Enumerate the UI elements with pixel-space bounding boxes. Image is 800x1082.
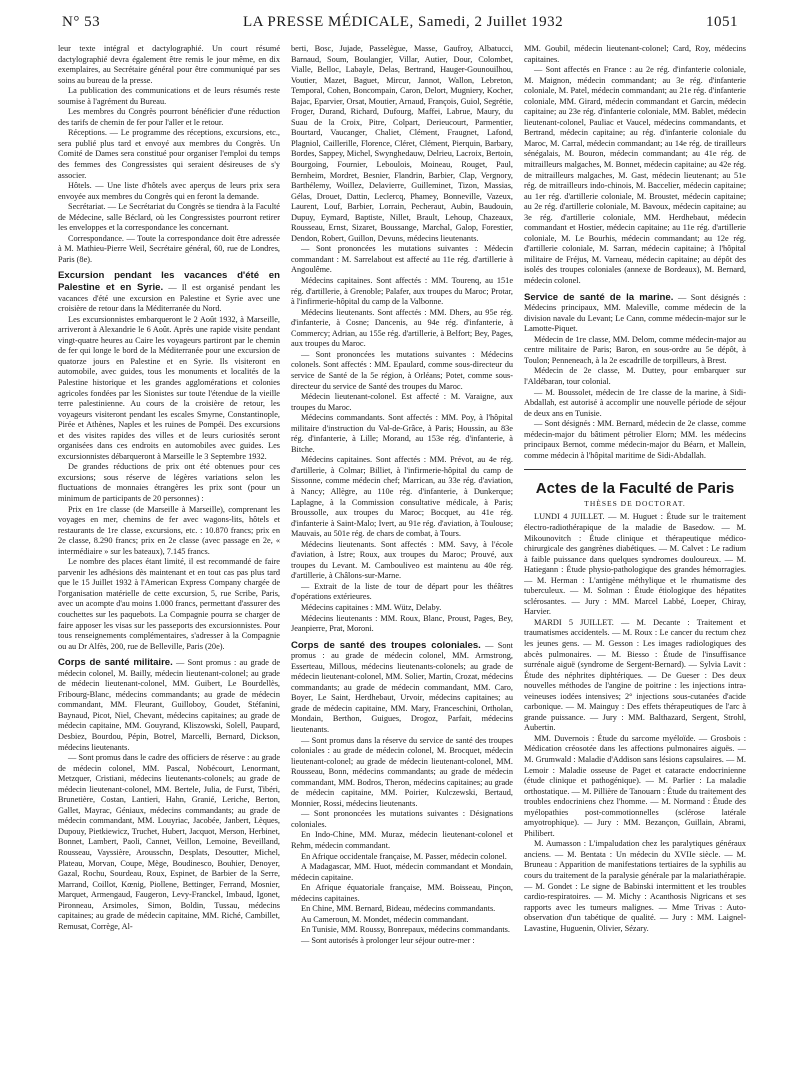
section-heading: Corps de santé militaire.: [58, 657, 173, 669]
paragraph: — Sont prononcées les mutations suivantes : Médecins colonels. Sont affectés : MM. Epaulard, comme sous-directeur du service de Santé de la 5e région, à Orléans; Potet, comme sous-directeur du service de Santé des troupes du Maroc.: [291, 349, 513, 391]
section-heading: Corps de santé des troupes coloniales.: [291, 639, 481, 651]
paragraph: Correspondance. — Toute la correspondance doit être adressée à M. Mathieu-Pierre Weil, Secrétaire général, 60, rue de Londres, Paris (8e).: [58, 233, 280, 264]
paragraph: LUNDI 4 JUILLET. — M. Huguet : Étude sur le traitement électro-radiothérapique de la maladie de Basedow. — M. Mikounovitch : Étude clinique et thérapeutique médico-chirurgicale des gangrènes diabétiques. — M. Calvet : Le radium à faible puissance dans quelques syndromes douloureux. — M. Hatiegann : Étude physio-pathologique des grandes hémorragies. — M. Herman : L'antigène méthylique et le rhumatisme des tuberculeux. — M. Solman : Étude étiologique des hépatites sclérosantes. — Jury : MM. Marcel Labbé, Loeper, Chiray, Harvier.: [524, 512, 746, 617]
paragraph: Médecin lieutenant-colonel. Est affecté : M. Varaigne, aux troupes du Maroc.: [291, 392, 513, 412]
section-coloniales: [291, 640, 513, 736]
faculty-acts-title: Actes de la Faculté de Paris: [535, 480, 735, 498]
paragraph: En Indo-Chine, MM. Muraz, médecin lieutenant-colonel et Rehm, médecin commandant.: [291, 830, 513, 851]
paragraph: — Extrait de la liste de tour de départ pour les théâtres d'opérations extérieures.: [291, 581, 513, 602]
section-marine: [524, 292, 746, 335]
paragraph: Les excursionnistes embarqueront le 2 Août 1932, à Marseille, arriveront à Alexandrie le 6 Août. Après une rapide visite pendant vingt-quatre heures au Caire les voyageurs partiront par le chemin de fer qui longe le bord de la Méditerranée pour une excursion de quatorze jours en Palestine et en Syrie. Ils visiteront en automobile, avec guides, tous les monuments et localités de la Palestine historique et les grandes agglomérations et colonies agricoles fondées par les Sionistes sur toute l'étendue de la vieille terre palestinienne. Au cours de la croisière de retour, les voyageurs visiteront pendant les escales Smyrne, Constantinople, Pirée et Athènes, Naples et les ruines de Pompéi. Des excursions et des visites rapides des villes et de leurs curiosités seront organisées dans ces endroits en automobiles avec guides. Les excursionnistes débarqueront à Marseille le 3 Septembre 1932.: [58, 314, 280, 461]
section-lead: — Sont promus : au grade de médecin colonel, M. Bailly, médecin lieutenant-colonel; au grade de médecin lieutenant-colonel, MM. Guibert, Le Bourdellès, Fribourg-Blanc, médecins commandants; au grade de médecin commandant, MM. Fleurant, Guilloboy, Goudet, Stéfanini, Baynaud, Picot, Niel, Chevant, médecins capitaines; au grade de médecin capitaine, MM. Gouyrand, Kliszowski, Solell, Paupard, Desbiez, Bourdou, Pépin, Botrel, Marcelli, Bernard, Dickson, médecins lieutenants.: [58, 658, 280, 752]
paragraph: MM. Goubil, médecin lieutenant-colonel; Card, Roy, médecins capitaines.: [524, 44, 746, 64]
section-lead: — Il est organisé pendant les vacances d'été une excursion en Palestine et Syrie avec une croisière de retour dans la Méditerranée du Nord.: [58, 283, 280, 314]
paragraph: Médecins lieutenants. Sont affectés : MM. Savy, à l'école d'aviation, à Istre; Roux, aux troupes du Maroc; Prouvé, aux troupes du Levant. M. Cambouliveo est maintenu au 40e rég. d'artillerie, à Châlons-sur-Marne.: [291, 539, 513, 581]
section-corps-militaire: [58, 657, 280, 753]
paragraph: MARDI 5 JUILLET. — M. Decante : Traitement et traumatismes accidentels. — M. Roux : Le cancer du rectum chez les jeunes gens. — M. Gesson : Les images radiologiques des abcès pulmonaires. — M. Biesso : Étude de l'insuffisance surrénale aiguë (syndrome de Sergent-Bernard). — Sylvia Lavit : Étude des néphrites diphtériques. — De Gueser : Des deux nouvelles méthodes de l'angine de poitrine : les injections intra-veineuses iodées intensives; 2° injections sous-cutanées d'acide carbonique. — M. Mainguy : Des effets thérapeutiques de l'arc à grande puissance. — Jury : MM. Balthazard, Sergent, Strohl, Aubertin.: [524, 617, 746, 733]
article-columns: [58, 44, 748, 1074]
page-number: 1051: [706, 14, 738, 30]
paragraph: Médecins capitaines : MM. Wütz, Delaby.: [301, 602, 442, 612]
paragraph: — Sont autorisés à prolonger leur séjour outre-mer :: [301, 935, 475, 945]
section-lead: — Sont désignés : Médecins principaux, MM. Maleville, comme médecin de la division navale du Levant; Le Cann, comme médecin-major sur le Lamotte-Piquet.: [524, 292, 746, 334]
theses-subtitle: THÈSES DE DOCTORAT.: [584, 498, 686, 508]
paragraph: Hôtels. — Une liste d'hôtels avec aperçus de leurs prix sera envoyée aux membres du Congrès qui en feront la demande.: [58, 181, 280, 201]
divider: [524, 469, 746, 470]
paragraph: Réceptions. — Le programme des réceptions, excursions, etc., sera publié plus tard et envoyé aux membres du Congrès. Un Comité de Dames sera constitué pour organiser l'emploi du temps des femmes des Congressistes qui seraient désireuses de s'y associer.: [58, 128, 280, 180]
paragraph: — Sont prononcées les mutations suivantes : Désignations coloniales.: [291, 809, 513, 829]
paragraph: — Sont désignés : MM. Bernard, médecin de 2e classe, comme médecin-major du bâtiment pétrolier Elorn; MM. les médecins principaux Bernot, comme médecin-major du Béarn, et Mallein, comme médecin à l'hôpital maritime de Sidi-Abdallah.: [524, 419, 746, 460]
section-lead: — Sont promus : au grade de médecin colonel, MM. Armstrong, Esserteau, Millous, médecins lieutenants-colonels; au grade de médecin lieutenant-colonel, MM. Solier, Martin, Crozat, médecins commandants; au grade de médecin commandant, MM. Caro, Boyer, Le Saint, Herdhebaut, Urvoir, médecins capitaines; au grade de médecin capitaine, MM. Mary, Franceschini, Ortholan, Mondain, Berthon, Guigues, Drogoz, Parfait, médecins lieutenants.: [291, 640, 513, 734]
paragraph: La publication des communications et de leurs résumés reste soumise à l'agrément du Bureau.: [58, 86, 280, 106]
paragraph: — Sont prononcées les mutations suivantes : Médecin commandant : M. Sarrelabout est affecté au 11e rég. d'artillerie à Angoulême.: [291, 244, 513, 275]
paragraph: En Afrique équatoriale française, MM. Boisseau, Pinçon, médecins capitaines.: [291, 883, 513, 903]
paragraph: Médecins lieutenants : MM. Roux, Blanc, Proust, Pages, Bey, Jeanpierre, Prat, Moroni.: [291, 613, 513, 634]
paragraph: Les membres du Congrès pourront bénéficier d'une réduction des tarifs de chemin de fer pour l'aller et le retour.: [58, 107, 280, 127]
paragraph: Médecins commandants. Sont affectés : MM. Poy, à l'hôpital militaire d'instruction du Val-de-Grâce, à Paris; Houssin, au 83e rég. d'infanterie, à Lille; Morand, au 153e rég. d'infanterie, à Bitche.: [291, 413, 513, 454]
paragraph: — Sont affectés en France : au 2e rég. d'infanterie coloniale, M. Maignon, médecin commandant; au 3e rég. d'infanterie coloniale, M. Patel, médecin commandant; au 21e rég. d'infanterie coloniale, MM. Girard, médecin commandant et Garcin, médecin capitaine; au 23e rég. d'infanterie coloniale, MM. Bablet, médecin lieutenant-colonel, Pauliac et Vaucel, médecins commandants, et Bertrand, médecin capitaine; au rég. d'infanterie coloniale du Maroc, M. Carral, médecin commandant; au 14e rég. de tirailleurs sénégalais, M. Bouron, médecin commandant; au 41e rég. de mitrailleurs malgaches, M. Bonnet, médecin capitaine; au 42e rég. de mitrailleurs malgaches, M. Gast, médecin lieutenant; au 51e rég. de mitrailleurs indo-chinois, M. Baccelier, médecin capitaine; au 1er rég. d'artillerie coloniale, M. Broustet, médecin capitaine; au 2e rég. d'artillerie coloniale, M. Bavoux, médecin capitaine; au 3e rég. d'artillerie coloniale, MM. Herdhebaut, médecin commandant et Hostier, médecin capitaine; au 11e rég. d'artillerie coloniale, M. Le Bourhis, médecin commandant; au 12e rég. d'artillerie coloniale, M. Sarran, médecin capitaine; à l'hôpital militaire de Fréjus, M. Varneau, médecin capitaine; au dépôt des isolés des troupes coloniales (annexe de Bordeaux), M. Bernard, médecin colonel.: [524, 65, 746, 286]
paragraph: Le nombre des places étant limité, il est recommandé de faire parvenir les adhésions dès maintenant et en tout cas pas plus tard que le 15 Juillet 1932 à l'American Express Company chargée de l'organisation matérielle de cette excursion, 5, rue Scribe, Paris, avec un acompte d'au moins 1.000 francs, permettant d'assurer des couchettes sur les paquebots. La Compagnie pourra se charger de faire apposer les visas sur les passeports des excursionnistes. Pour tous renseignements complémentaires, s'adresser à la Compagnie ou au Dr Alfès, 200, rue de Belleville, Paris (20e).: [58, 557, 280, 651]
paragraph: A Madagascar, MM. Huot, médecin commandant et Mondain, médecin capitaine.: [291, 862, 513, 882]
paragraph: leur texte intégral et dactylographié. Un court résumé dactylographié devra également être remis le jour même, en dix exemplaires, au Secrétaire général pour être communiqué par ses soins au bureau de la presse.: [58, 44, 280, 85]
paragraph: Secrétariat. — Le Secrétariat du Congrès se tiendra à la Faculté de Médecine, salle Béclard, où les Congressistes pourront retirer les enveloppes et la correspondance les concernant.: [58, 202, 280, 233]
paragraph: MM. Duvernois : Étude du sarcome myéloïde. — Grosbois : Médication créosotée dans les affections pulmonaires aiguës. — M. Grumwald : Maladie d'Addison sans lésions capsulaires. — M. Lemoir : Maladie osseuse de Paget et cataracte endocrinienne (étude clinique et pathogénique). — M. Parlier : La maladie orthostatique. — M. Pillière de Tanouarn : Étude du traitement des troubles endocriniens chez l'homme. — M. Normand : Étude des myélopathies post-commotionnelles (sclérose latérale amyotrophique). — Jury : MM. Bezançon, Guillain, Abrami, Philibert.: [524, 733, 746, 838]
paragraph: Au Cameroun, M. Mondet, médecin commandant.: [301, 914, 469, 924]
paragraph: De grandes réductions de prix ont été obtenues pour ces excursions; sous réserve de légères variations selon les fluctuations de monnaies étrangères les prix sont (pour un minimum de participants de 20 personnes) :: [58, 462, 280, 503]
paragraph: — Sont promus dans le cadre des officiers de réserve : au grade de médecin colonel, MM. Pascal, Nobécourt, Lenormant, Metzquer, Cristiani, médecins lieutenants-colonels; au grade de médecin lieutenant-colonel, MM. Bertele, Julia, de Furst, Tibéri, Brunetière, Costan, Lantieri, Hahn, Granié, Leriche, Berton, Gallet, Mayrac, Géniaux, médecins commandants; au grade de médecin commandant, MM. Louyriac, Jacobée, Janbert, Lèques, Dupouy, Pietkiewicz, Truchet, Hubert, Jacquot, Merson, Herbinet, Bonnet, Lambert, Paoli, Cannet, Veillon, Lemoine, Beveilland, Rousseau, Vayssière, Arousschn, Desplats, Desoutter, Michel, Plateau, Morvan, Coupe, Mège, Boudinesco, Bouhier, Denoyer, Gazal, Rochu, Sourdeau, Roux, Espinet, de Barbier de la Serre, Marrand, Coillot, Kœnig, Piollene, Bettinger, Ferrand, Mosnier, Marquet, Armengaud, Faugeron, Levy-Franckel, Imbaud, Igonet, Pironneau, Arsimoles, Simon, Boldin, Tussau, médecins capitaines; au grade de médecin capitaine, MM. Riché, Cambillet, Remusat, Corrège, Al-: [58, 753, 280, 931]
paragraph: — M. Boussolet, médecin de 1re classe de la marine, à Sidi-Abdallah, est autorisé à accomplir une nouvelle période de séjour de deux ans en Tunisie.: [524, 387, 746, 418]
paragraph: Médecins lieutenants. Sont affectés : MM. Dhers, au 95e rég. d'infanterie, à Cosne; Dancenis, au 94e rég. d'infanterie, à Commercy; Adrian, au 155e rég. d'artillerie, à Belfort; Bey, Pages, aux troupes du Maroc.: [291, 307, 513, 349]
paragraph: Médecin de 2e classe, M. Duttey, pour embarquer sur l'Aldébaran, tour colonial.: [524, 366, 746, 386]
section-heading: Service de santé de la marine.: [524, 291, 674, 303]
issue-number: N° 53: [62, 14, 101, 30]
paragraph: Prix en 1re classe (de Marseille à Marseille), comprenant les voyages en mer, chemins de fer avec wagons-lits, hôtels et restaurants de 1re classe, excursions, etc. : 10.870 francs; prix en 2e classe, 8.290 francs; prix en 2e classe (avec passage en 2e, « intermédiaire » sur les bateaux), 7.145 francs.: [58, 504, 280, 556]
page-header: [62, 14, 738, 36]
paragraph: En Tunisie, MM. Roussy, Bonrepaux, médecins commandants.: [301, 925, 510, 935]
paragraph: berti, Bosc, Jujade, Passelègue, Masse, Gaufroy, Albatucci, Barnaud, Soum, Boulangier, Villar, Autier, Dour, Colombet, Vialle, Belloc, Labayle, Delas, Bertrand, Hauger-Gounouilhou, Voutier, Mazet, Baguet, Mircur, Jannot, Wallon, Lebreton, Temporal, Cohen, Boncompain, Caron, Delort, Mugniery, Kocher, Bajac, Eparvier, Orsat, Moutier, Arnaud, François, Guiol, Segrétie, Froger, Durand, Richard, Dufourg, Maffei, Labrue, Maury, du Suau de la Croix, Pitre, Colpart, Derieucourt, Parmentier, Bourtard, Vaucanger, Chaliet, Clément, Fraugnet, Lafond, Plagniol, Caillerille, Florence, Cléret, Clément, Pierquin, Barbary, Bordes, Sappey, Michel, Swynghedauw, Delrieu, Lacroix, Bertoin, Bourgoing, Fournier, Leboulois, Moineau, Rouget, Paul, Bernheim, Mordret, Besnier, Flandrin, Barbier, Clap, Vergnory, Barthélemy, Woillez, Delavierre, Guilleminet, Tizon, Massias, Gélas, Drouet, Dattin, Leclercq, Phamey, Bonneville, Vazeux, Laurent, Louf, Barbier, Lorrain, Pecheraut, Aubin, Baudouin, Dupuy, Eymard, Baptiste, Nillet, Brault, Lehoup, Chazeaux, Rousseau, Ernst, Sizaret, Boussange, Marchal, Galop, Forestier, Dendon, Robert, Guillon, Devuns, médecins lieutenants.: [291, 44, 513, 243]
paragraph: Médecins capitaines. Sont affectés : MM. Tourenq, au 151e rég. d'artillerie, à Grenoble; Palafer, aux troupes du Maroc; Protar, à l'infirmerie-hôpital du camp de la Valbonne.: [291, 276, 513, 307]
journal-title: LA PRESSE MÉDICALE, Samedi, 2 Juillet 1932: [242, 14, 564, 30]
column-1: [58, 44, 280, 1074]
paragraph: Médecins capitaines. Sont affectés : MM. Prévot, au 4e rég. d'artillerie, à Colmar; Billiet, à l'infirmerie-hôpital du camp de Sissonne, comme médecin chef; Marrican, au 33e rég. d'aviation, à Nancy; Allègre, au 110e rég. d'infanterie, à Dunkerque; Laplagne, à la Commission consultative médicale, à Paris; Broussolle, aux troupes du Maroc; Bocquet, au 41e rég. d'infanterie à Saint-Malo; Ivert, au 91e rég. d'aviation, à Toulouse; Mauvais, au 501e rég. de chars de combat, à Tours.: [291, 455, 513, 539]
paragraph: Médecin de 1re classe, MM. Delom, comme médecin-major au centre militaire de Paris; Baron, en sous-ordre au 5e dépôt, à Toulon; Penneneach, à la 2e escadrille de torpilleurs, à Brest.: [524, 334, 746, 365]
paragraph: M. Aumasson : L'impaludation chez les paralytiques généraux anciens. — M. Bentata : Un médecin du XVIIe siècle. — M. Bruneau : Apparition de manifestations tertiaires de la syphilis au cours du traitement de la paralysie générale par la malariathérapie. — M. Gondet : Le signe de Babinski intermittent et les troubles cardio-respiratoires. — M. Michy : Acanthosis Nigricans et ses rapports avec les tumeurs malignes. — Mme Trivas : Auto-observation d'un tabétique de qualité. — Jury : MM. Laignel-Lavastine, Huguenin, Olivier, Sézary.: [524, 839, 746, 933]
column-3: [524, 44, 746, 1074]
paragraph: En Chine, MM. Bernard, Bideau, médecins commandants.: [301, 904, 496, 914]
paragraph: — Sont promus dans la réserve du service de santé des troupes coloniales : au grade de médecin colonel, M. Brocquet, médecin lieutenant-colonel; au grade de médecin lieutenant-colonel, MM. Rousseau, Bonn, médecins commandants; au grade de médecin commandant, MM. Bodros, Theron, médecins capitaines; au grade de médecin capitaine, MM. Poirier, Kulczewski, Bertaud, Monnier, Rossi, médecins lieutenants.: [291, 735, 513, 808]
column-2: [291, 44, 513, 1074]
paragraph: En Afrique occidentale française, M. Passer, médecin colonel.: [301, 851, 507, 861]
section-heading: Excursion pendant les vacances d'été en Palestine et en Syrie.: [58, 270, 280, 294]
section-excursion: [58, 270, 280, 314]
